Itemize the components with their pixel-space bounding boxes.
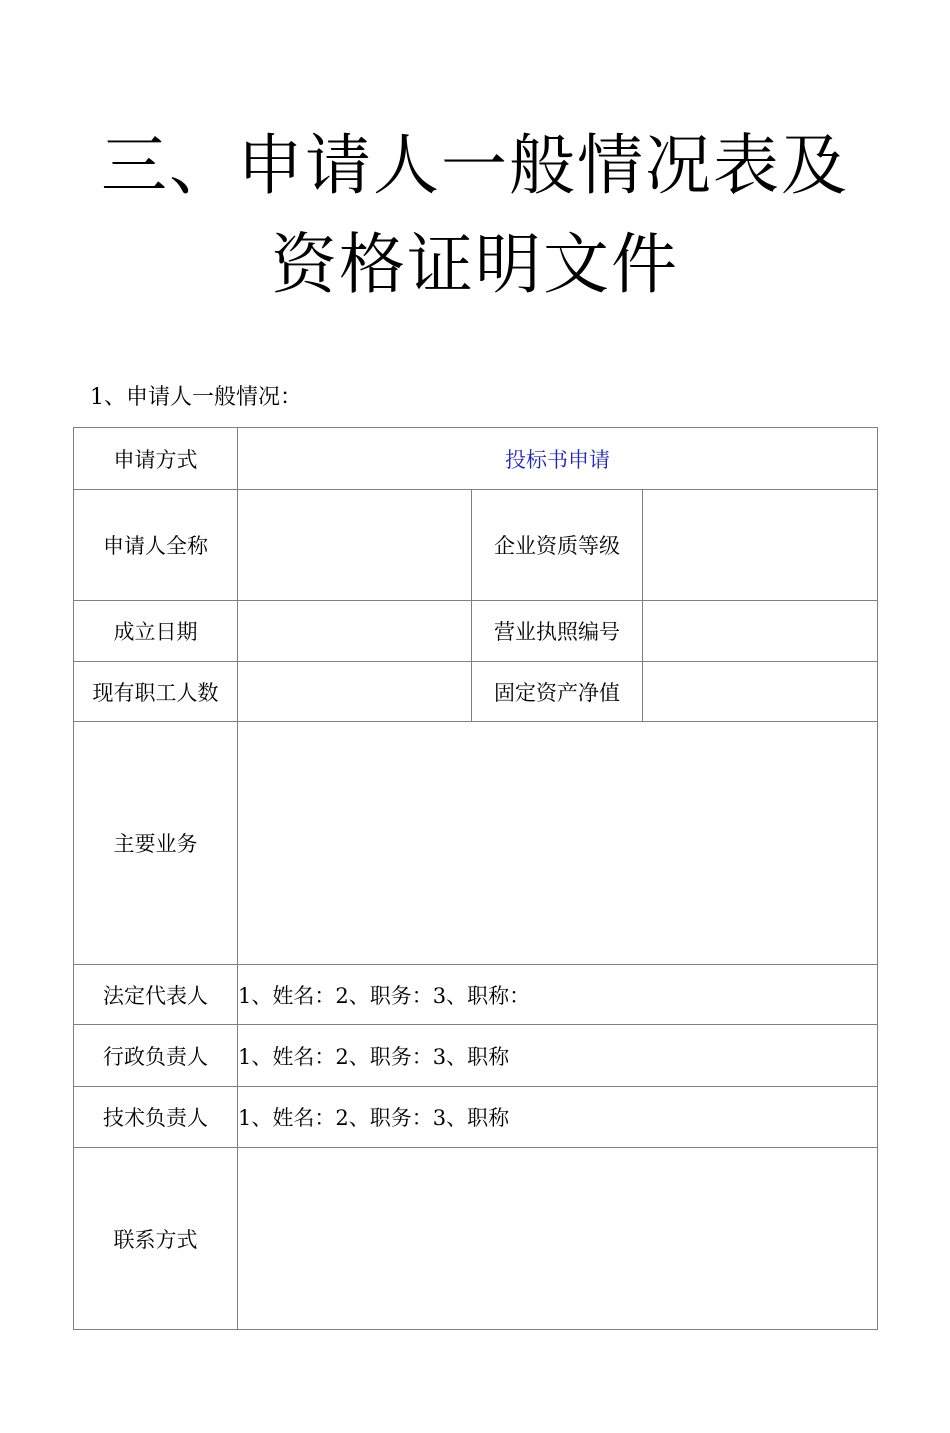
document-title-line-1: 三、申请人一般情况表及: [101, 127, 849, 204]
applicant-info-table: [73, 427, 878, 1330]
admin-head-label: 行政负责人: [74, 1025, 238, 1087]
table-row: [74, 490, 878, 601]
applicant-name-label: 申请人全称: [74, 490, 238, 601]
document-title-line-2: 资格证明文件: [271, 226, 679, 303]
fixed-assets-value: [643, 662, 878, 722]
business-license-label: 营业执照编号: [472, 601, 643, 662]
legal-representative-label: 法定代表人: [74, 965, 238, 1025]
contact-value: [238, 1148, 878, 1330]
main-business-value: [238, 722, 878, 965]
table-row: [74, 601, 878, 662]
table-row: [74, 1087, 878, 1148]
table-row: [74, 1148, 878, 1330]
tech-head-label: 技术负责人: [74, 1087, 238, 1148]
table-row: [74, 722, 878, 965]
staff-count-value: [238, 662, 472, 722]
main-business-label: 主要业务: [74, 722, 238, 965]
apply-method-value: 投标书申请: [238, 428, 878, 490]
apply-method-label: 申请方式: [74, 428, 238, 490]
contact-label: 联系方式: [74, 1148, 238, 1330]
admin-head-value: 1、姓名：2、职务：3、职称: [238, 1025, 878, 1087]
qualification-label: 企业资质等级: [472, 490, 643, 601]
founded-date-value: [238, 601, 472, 662]
fixed-assets-label: 固定资产净值: [472, 662, 643, 722]
table-row: [74, 1025, 878, 1087]
tech-head-value: 1、姓名：2、职务：3、职称: [238, 1087, 878, 1148]
table-row: [74, 662, 878, 722]
founded-date-label: 成立日期: [74, 601, 238, 662]
table-row: [74, 965, 878, 1025]
business-license-value: [643, 601, 878, 662]
legal-representative-value: 1、姓名：2、职务：3、职称：: [238, 965, 878, 1025]
applicant-name-value: [238, 490, 472, 601]
qualification-value: [643, 490, 878, 601]
table-row: [74, 428, 878, 490]
staff-count-label: 现有职工人数: [74, 662, 238, 722]
section-heading: 1、申请人一般情况：: [90, 385, 302, 410]
